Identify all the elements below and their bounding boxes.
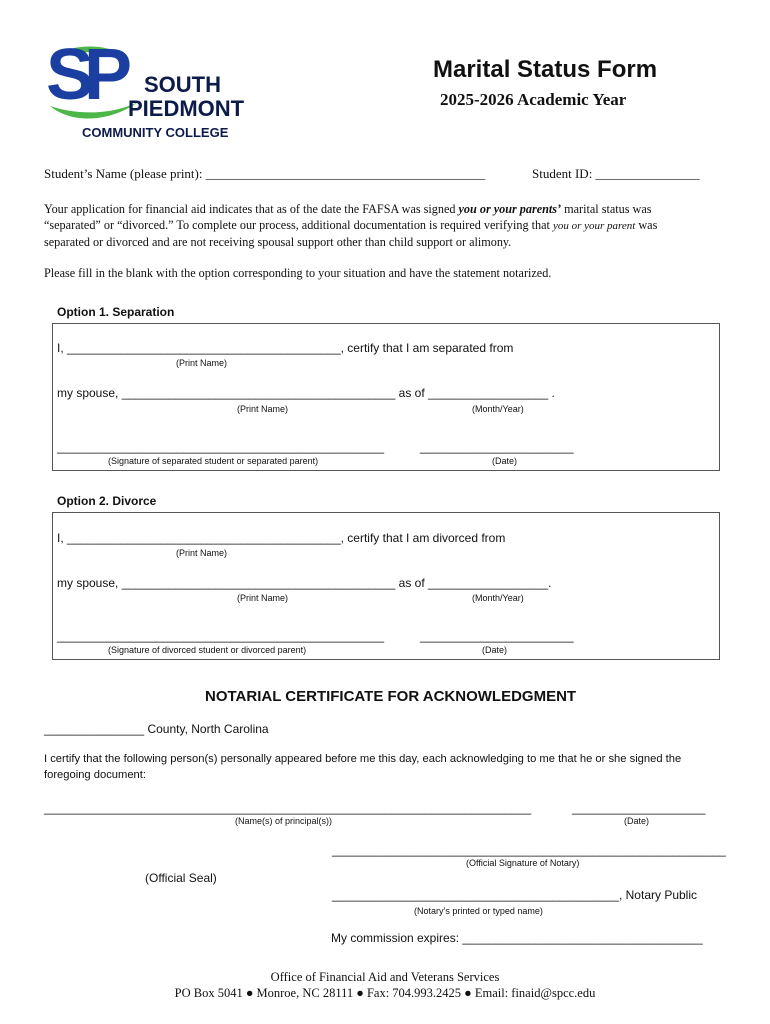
option2-heading: Option 2. Divorce (57, 494, 157, 508)
intro-line2-a: “separated” or “divorced.” To complete our process, additional documentation is required verifying that (44, 218, 553, 232)
college-logo (44, 35, 245, 144)
option2-date-line[interactable]: _______________________ (420, 629, 574, 643)
notary-certify-line1: I certify that the following person(s) personally appeared before me this day, each acknowledging to me that he or she signed the (44, 753, 682, 765)
intro-line1-b: marital status was (561, 202, 652, 216)
option2-date-caption: (Date) (482, 645, 508, 655)
notary-signature-caption: (Official Signature of Notary) (466, 858, 580, 868)
principal-name-caption: (Name(s) of principal(s)) (235, 816, 333, 826)
option1-spouse-line[interactable]: my spouse, _________________________________________ as of __________________ . (57, 386, 555, 400)
logo-line-piedmont: PIEDMONT (128, 96, 245, 121)
intro-line2-b: was (635, 218, 658, 232)
logo-line-community-college: COMMUNITY COLLEGE (82, 125, 229, 140)
intro-paragraph (44, 201, 734, 250)
option1-date-line[interactable]: _______________________ (420, 440, 574, 454)
logo-line-south: SOUTH (144, 72, 221, 97)
logo-letters: SP (46, 35, 123, 115)
intro-line3: separated or divorced and are not receiving spousal support other than child support or alimony. (44, 235, 512, 249)
notary-title: NOTARIAL CERTIFICATE FOR ACKNOWLEDGMENT (205, 688, 577, 705)
option2-spouse-line[interactable]: my spouse, _________________________________________ as of __________________. (57, 576, 552, 590)
principal-name-line[interactable]: _________________________________________________________________________ (44, 801, 532, 815)
instruction-text: Please fill in the blank with the option corresponding to your situation and have the statement notarized. (44, 266, 552, 280)
footer-contact: PO Box 5041 ● Monroe, NC 28111 ● Fax: 704.993.2425 ● Email: finaid@spcc.edu (174, 986, 596, 1000)
principal-date-caption: (Date) (624, 816, 650, 826)
notary-certify-line2: foregoing document: (44, 769, 146, 781)
academic-year: 2025-2026 Academic Year (440, 90, 627, 109)
option2-print-name-caption-1: (Print Name) (176, 548, 228, 558)
intro-line1-emph: you or your parents’ (458, 202, 562, 216)
option1-certify-line[interactable]: I, _________________________________________, certify that I am separated from (57, 341, 514, 355)
option2-signature-caption: (Signature of divorced student or divorced parent) (108, 645, 307, 655)
principal-date-line[interactable]: ____________________ (572, 801, 706, 815)
footer-office: Office of Financial Aid and Veterans Services (270, 970, 500, 984)
student-name-field[interactable]: Student’s Name (please print): ___________________________________________ (44, 166, 486, 181)
option2-signature-line[interactable]: _________________________________________________ (57, 629, 385, 643)
student-id-field[interactable]: Student ID: ________________ (532, 166, 700, 181)
option1-print-name-caption-1: (Print Name) (176, 358, 228, 368)
option1-signature-line[interactable]: _________________________________________________ (57, 440, 385, 454)
notary-name-caption: (Notary’s printed or typed name) (414, 906, 543, 916)
county-field[interactable]: _______________ County, North Carolina (44, 722, 269, 736)
intro-line1-a: Your application for financial aid indicates that as of the date the FAFSA was signed (44, 202, 459, 216)
option2-certify-line[interactable]: I, _________________________________________, certify that I am divorced from (57, 531, 506, 545)
option1-print-name-caption-2: (Print Name) (237, 404, 289, 414)
notary-signature-line[interactable]: ___________________________________________________________ (332, 843, 726, 857)
option1-signature-caption: (Signature of separated student or separated parent) (108, 456, 319, 466)
option1-date-caption: (Date) (492, 456, 518, 466)
commission-expires-field[interactable]: My commission expires: ____________________________________ (331, 931, 703, 945)
option1-heading: Option 1. Separation (57, 305, 175, 319)
official-seal-label: (Official Seal) (145, 871, 217, 885)
notary-public-line[interactable]: ___________________________________________, Notary Public (332, 888, 698, 902)
option2-print-name-caption-2: (Print Name) (237, 593, 289, 603)
option1-month-year-caption: (Month/Year) (472, 404, 524, 414)
page-title: Marital Status Form (433, 56, 658, 83)
option2-month-year-caption: (Month/Year) (472, 593, 524, 603)
intro-line2-emph: you or your parent (552, 220, 636, 232)
